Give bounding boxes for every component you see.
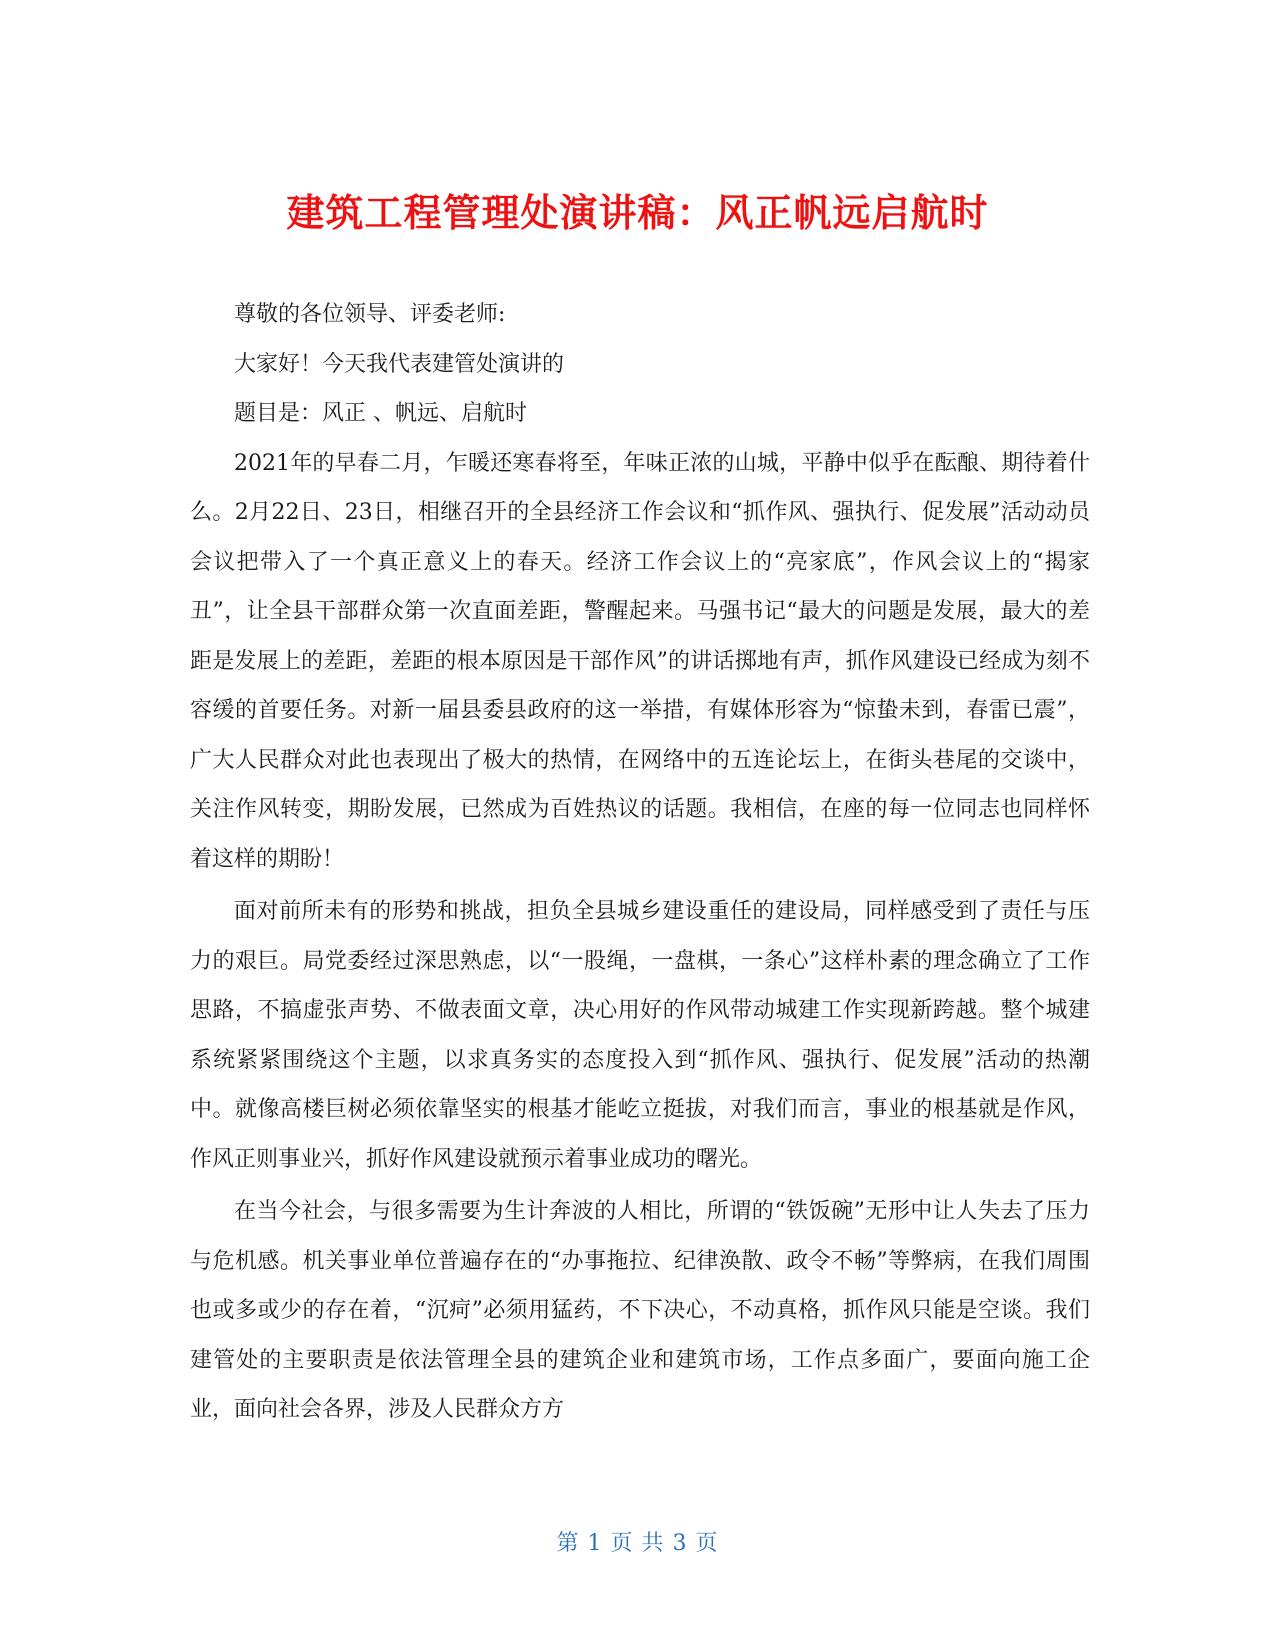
- salutation-paragraph: 尊敬的各位领导、评委老师:: [234, 302, 506, 327]
- body-paragraph-2: 面对前所未有的形势和挑战，担负全县城乡建设重任的建设局，同样感受到了责任与压力的艰巨。局党委经过深思熟虑，以“一股绳，一盘棋，一条心”这样朴素的理念确立了工作思路，不搞虚张声势、不做表面文章，决心用好的作风带动城建工作实现新跨越。整个城建系统紧紧围绕这个主题，以求真务实的态度投入到“抓作风、强执行、促发展”活动的热潮中。就像高楼巨树必须依靠坚实的根基才能屹立挺拔，对我们而言，事业的根基就是作风，作风正则事业兴，抓好作风建设就预示着事业成功的曙光。: [190, 899, 1090, 1172]
- document-body: [190, 290, 1090, 1435]
- topic-paragraph: 题目是：风正 、帆远、启航时: [234, 401, 527, 426]
- document-title: 建筑工程管理处演讲稿：风正帆远启航时: [286, 191, 989, 236]
- footer-page-unit: 页: [610, 1531, 634, 1556]
- footer-page-word: 第: [556, 1531, 580, 1556]
- footer-total-word: 共: [641, 1531, 665, 1556]
- body-paragraph-1: 2021年的早春二月，乍暖还寒春将至，年味正浓的山城，平静中似乎在酝酿、期待着什么。2月22日、23日，相继召开的全县经济工作会议和“抓作风、强执行、促发展”活动动员会议把带入了一个真正意义上的春天。经济工作会议上的“亮家底”，作风会议上的“揭家丑”，让全县干部群众第一次直面差距，警醒起来。马强书记“最大的问题是发展，最大的差距是发展上的差距，差距的根本原因是干部作风”的讲话掷地有声，抓作风建设已经成为刻不容缓的首要任务。对新一届县委县政府的这一举措，有媒体形容为“惊蛰未到，春雷已震”，广大人民群众对此也表现出了极大的热情，在网络中的五连论坛上，在街头巷尾的交谈中，关注作风转变，期盼发展，已然成为百姓热议的话题。我相信，在座的每一位同志也同样怀着这样的期盼！: [190, 450, 1090, 872]
- footer-page-number: 1: [587, 1531, 603, 1556]
- page-footer: [0, 1528, 1275, 1560]
- greeting-paragraph: 大家好！今天我代表建管处演讲的: [234, 351, 565, 377]
- footer-total-pages: 3: [672, 1531, 688, 1556]
- footer-total-unit: 页: [695, 1531, 719, 1556]
- body-paragraph-3: 在当今社会，与很多需要为生计奔波的人相比，所谓的“铁饭碗”无形中让人失去了压力与危机感。机关事业单位普遍存在的“办事拖拉、纪律涣散、政令不畅”等弊病，在我们周围也或多或少的存在着，“沉疴”必须用猛药，不下决心，不动真格，抓作风只能是空谈。我们建管处的主要职责是依法管理全县的建筑企业和建筑市场，工作点多面广，要面向施工企业，面向社会各界，涉及人民群众方方: [190, 1199, 1090, 1422]
